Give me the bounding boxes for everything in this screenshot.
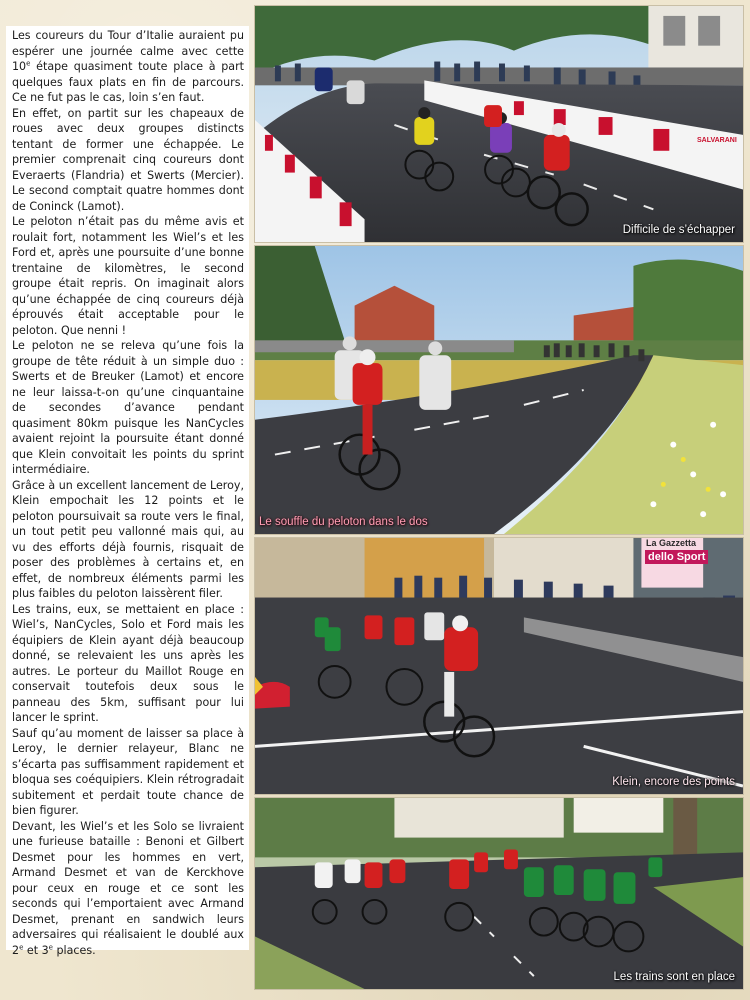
paragraph: Le peloton n’était pas du même avis et roulait fort, notamment les Wiel’s et les Ford et, après une poursuite d’une bonne trentaine de kilomètres, le second groupe était repris. On imaginait alors qu’une échappée de cinq coureurs déjà éprouvés était acceptable pour le peloton. Que nenni !: [12, 215, 244, 337]
paragraph: Les trains, eux, se mettaient en place : Wiel’s, NanCycles, Solo et Ford mais les équipiers de Klein ayant déjà beaucoup donné, se relevaient les uns après les autres. Le porteur du Maillot Rouge en conservait toutefois deux sous le panneau des 5km, suffisant pour lui lancer le sprint.: [12, 602, 244, 724]
paragraph: Devant, les Wiel’s et les Solo se livraient une furieuse bataille : Benoni et Gilbert Desmet pour les hommes en vert, Armand Desmet et van de Kerckhove pour ceux en rouge et ce sont les seconds qui l’emportaient avec Armand Desmet, prenant en sandwich leurs adversaires qui réalisaient le doublé aux 2e et 3e places.: [12, 819, 244, 957]
race-scene-peloton-chase: [255, 246, 743, 534]
paragraph: Sauf qu’au moment de laisser sa place à Leroy, le dernier relayeur, Blanc ne s’écarta pas suffisamment rapidement et bloqua ses coéquipiers. Klein rétrogradait subitement et perdait toute chance de bien figurer.: [12, 726, 244, 817]
race-photo-2: [254, 245, 744, 535]
sign-bottom-text: dello Sport: [645, 550, 708, 564]
paragraph: Le peloton ne se releva qu’une fois la groupe de tête réduit à un simple duo : Swerts et de Breuker (Lamot) et encore ne leur laissa-t-on qu’une cinquantaine de secondes d’avance pendant quasiment 80km puisque les NanCycles avaient rejoint la poursuite étant donné que Klein convoitait les points du sprint intermédiaire.: [12, 339, 244, 476]
paragraph: Grâce à un excellent lancement de Leroy, Klein empochait les 12 points et le peloton poursuivait sa route vers le final, un tout petit peu vallonné mais qui, au vu des efforts déjà fournis, risquait de poser des problèmes à certains et, en effet, de nombreux éléments parmi les plus faibles du peloton laissèrent filer.: [12, 478, 244, 600]
photo-caption: Difficile de s’échapper: [622, 224, 735, 236]
photo-caption: Klein, encore des points: [612, 776, 735, 788]
paragraph: En effet, on partit sur les chapeaux de roues avec deux groupes distincts tentant de former une échappée. Le premier comprenait cinq coureurs dont Everaerts (Flandria) et Swerts (Mercier). Le second comptait quatre hommes dont de Coninck (Lamot).: [12, 106, 244, 213]
race-scene-trains: [255, 798, 743, 989]
race-photo-3: [254, 537, 744, 795]
race-scene-sprint: [255, 538, 743, 794]
sign-top-text: La Gazzetta: [646, 538, 697, 548]
photo-caption: Le souffle du peloton dans le dos: [259, 516, 428, 528]
race-scene-breakaway: [255, 6, 743, 242]
paragraph: Les coureurs du Tour d’Italie auraient pu espérer une journée calme avec cette 10e étape quasiment toute place à part quelques faux plats en fin de parcours. Ce ne fut pas le cas, loin s’en faut.: [12, 29, 244, 104]
race-photo-1: [254, 5, 744, 243]
article-text: [6, 26, 249, 957]
barrier-brand: SALVARANI: [697, 137, 737, 144]
race-photo-4: [254, 797, 744, 990]
photo-caption: Les trains sont en place: [613, 971, 735, 983]
